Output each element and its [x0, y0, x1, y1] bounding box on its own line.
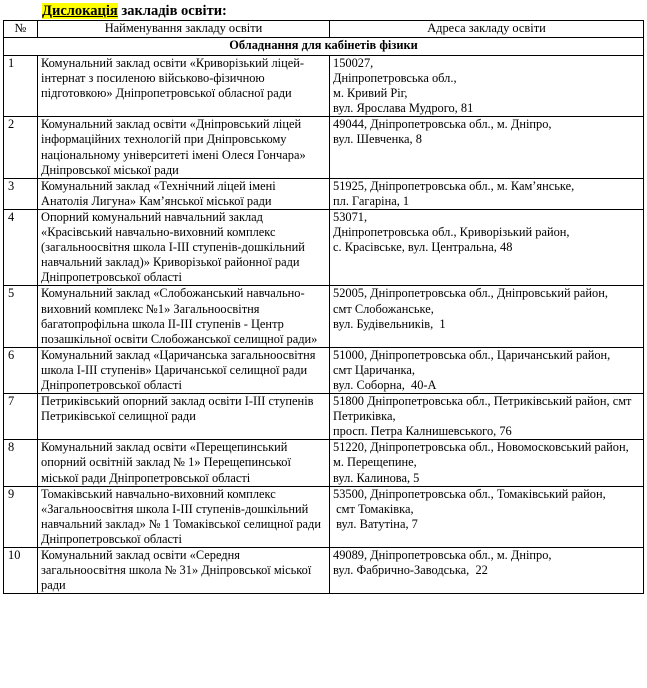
row-number: 3: [4, 178, 38, 209]
row-number: 7: [4, 394, 38, 440]
row-number: 1: [4, 56, 38, 117]
address-line: вул. Будівельників, 1: [333, 316, 446, 331]
institution-name: Комунальний заклад «Царичанська загальноосвітня школа І-ІІІ ступенів» Царичанської селищної ради Дніпропетровської області: [38, 347, 330, 393]
address-line: вул. Ярослава Мудрого, 81: [333, 101, 474, 116]
table-row: [4, 394, 644, 440]
address-line: 51800 Дніпропетровська обл., Петриківський район, смт Петриківка,: [333, 394, 635, 424]
institution-name: Комунальний заклад освіти «Середня загальноосвітня школа № 31» Дніпровської міської ради: [38, 548, 330, 594]
institution-address: [330, 486, 644, 547]
address-line: вул. Фабрично-Заводська, 22: [333, 563, 488, 578]
title-highlighted-word: Дислокація: [42, 3, 118, 19]
institution-address: [330, 347, 644, 393]
address-line: 53071,: [333, 209, 368, 224]
row-number: 10: [4, 548, 38, 594]
institution-address: [330, 394, 644, 440]
table-row: [4, 209, 644, 285]
row-number: 5: [4, 286, 38, 347]
address-line: просп. Петра Калнишевського, 76: [333, 424, 512, 439]
institution-name: Комунальний заклад освіти «Перещепинський опорний освітній заклад № 1» Перещепинської міської ради Дніпропетровської області: [38, 440, 330, 486]
address-line: смт Слобожанське,: [333, 301, 434, 316]
institution-address: [330, 178, 644, 209]
title-rest: закладів освіти:: [117, 3, 227, 19]
address-line: 51000, Дніпропетровська обл., Царичанський район,: [333, 347, 611, 362]
table-row: [4, 117, 644, 178]
table-header-row: [4, 21, 644, 38]
institutions-table: [3, 20, 644, 594]
address-line: 52005, Дніпропетровська обл., Дніпровський район,: [333, 286, 608, 301]
row-number: 8: [4, 440, 38, 486]
section-row: [4, 38, 644, 56]
table-row: [4, 486, 644, 547]
section-title: Обладнання для кабінетів фізики: [4, 38, 644, 56]
address-line: пл. Гагаріна, 1: [333, 193, 410, 208]
address-line: 53500, Дніпропетровська обл., Томаківський район,: [333, 486, 606, 501]
institution-address: [330, 56, 644, 117]
header-name: Найменування закладу освіти: [38, 21, 330, 38]
table-row: [4, 548, 644, 594]
row-number: 4: [4, 209, 38, 285]
institution-address: [330, 548, 644, 594]
address-line: 150027,: [333, 56, 374, 70]
address-line: 49089, Дніпропетровська обл., м. Дніпро,: [333, 548, 552, 562]
institution-address: [330, 117, 644, 178]
institution-address: [330, 286, 644, 347]
address-line: смт Царичанка,: [333, 362, 415, 377]
institution-name: Петриківський опорний заклад освіти І-ІІІ ступенів Петриківської селищної ради: [38, 394, 330, 440]
row-number: 9: [4, 486, 38, 547]
address-line: 51925, Дніпропетровська обл., м. Кам’янське,: [333, 178, 575, 193]
header-address: Адреса закладу освіти: [330, 21, 644, 38]
address-line: 51220, Дніпропетровська обл., Новомосковський район,: [333, 440, 629, 455]
document-title: [42, 2, 227, 20]
institution-name: Опорний комунальний навчальний заклад «Красівський навчально-виховний комплекс (загальноосвітня школа І-ІІІ ступенів-дошкільний навчальний заклад)» Криворізької районної ради Дніпропетровської області: [38, 209, 330, 285]
table-row: [4, 56, 644, 117]
table-row: [4, 440, 644, 486]
address-line: Дніпропетровська обл., Криворізький район,: [333, 225, 570, 240]
institution-address: [330, 440, 644, 486]
institution-name: Комунальний заклад освіти «Криворізький ліцей-інтернат з посиленою військово-фізичною підготовкою» Дніпропетровської обласної ради: [38, 56, 330, 117]
row-number: 6: [4, 347, 38, 393]
address-line: м. Кривий Ріг,: [333, 86, 408, 101]
row-number: 2: [4, 117, 38, 178]
address-line: вул. Ватутіна, 7: [333, 516, 418, 531]
address-line: смт Томаківка,: [333, 501, 414, 516]
institution-name: Комунальний заклад «Слобожанський навчально-виховний комплекс №1» Загальноосвітня багатопрофільна школа ІІ-ІІІ ступенів - Центр позашкільної освіти Слобожанської селищної ради»: [38, 286, 330, 347]
header-num: №: [4, 21, 38, 38]
address-line: 49044, Дніпропетровська обл., м. Дніпро,: [333, 117, 552, 132]
table-row: [4, 286, 644, 347]
table-row: [4, 178, 644, 209]
address-line: с. Красівське, вул. Центральна, 48: [333, 240, 513, 255]
address-line: м. Перещепине,: [333, 455, 417, 470]
address-line: вул. Калинова, 5: [333, 470, 420, 485]
address-line: вул. Соборна, 40-А: [333, 377, 437, 392]
table-row: [4, 347, 644, 393]
institution-name: Комунальний заклад «Технічний ліцей імені Анатолія Лигуна» Кам’янської міської ради: [38, 178, 330, 209]
institution-name: Томаківський навчально-виховний комплекс «Загальноосвітня школа І-ІІІ ступенів-дошкільний навчальний заклад» № 1 Томаківської селищної ради Дніпропетровської області: [38, 486, 330, 547]
address-line: вул. Шевченка, 8: [333, 132, 422, 147]
address-line: Дніпропетровська обл.,: [333, 71, 457, 86]
institution-name: Комунальний заклад освіти «Дніпровський ліцей інформаційних технологій при Дніпровському національному університеті імені Олеся Гончара» Дніпровської міської ради: [38, 117, 330, 178]
institution-address: [330, 209, 644, 285]
